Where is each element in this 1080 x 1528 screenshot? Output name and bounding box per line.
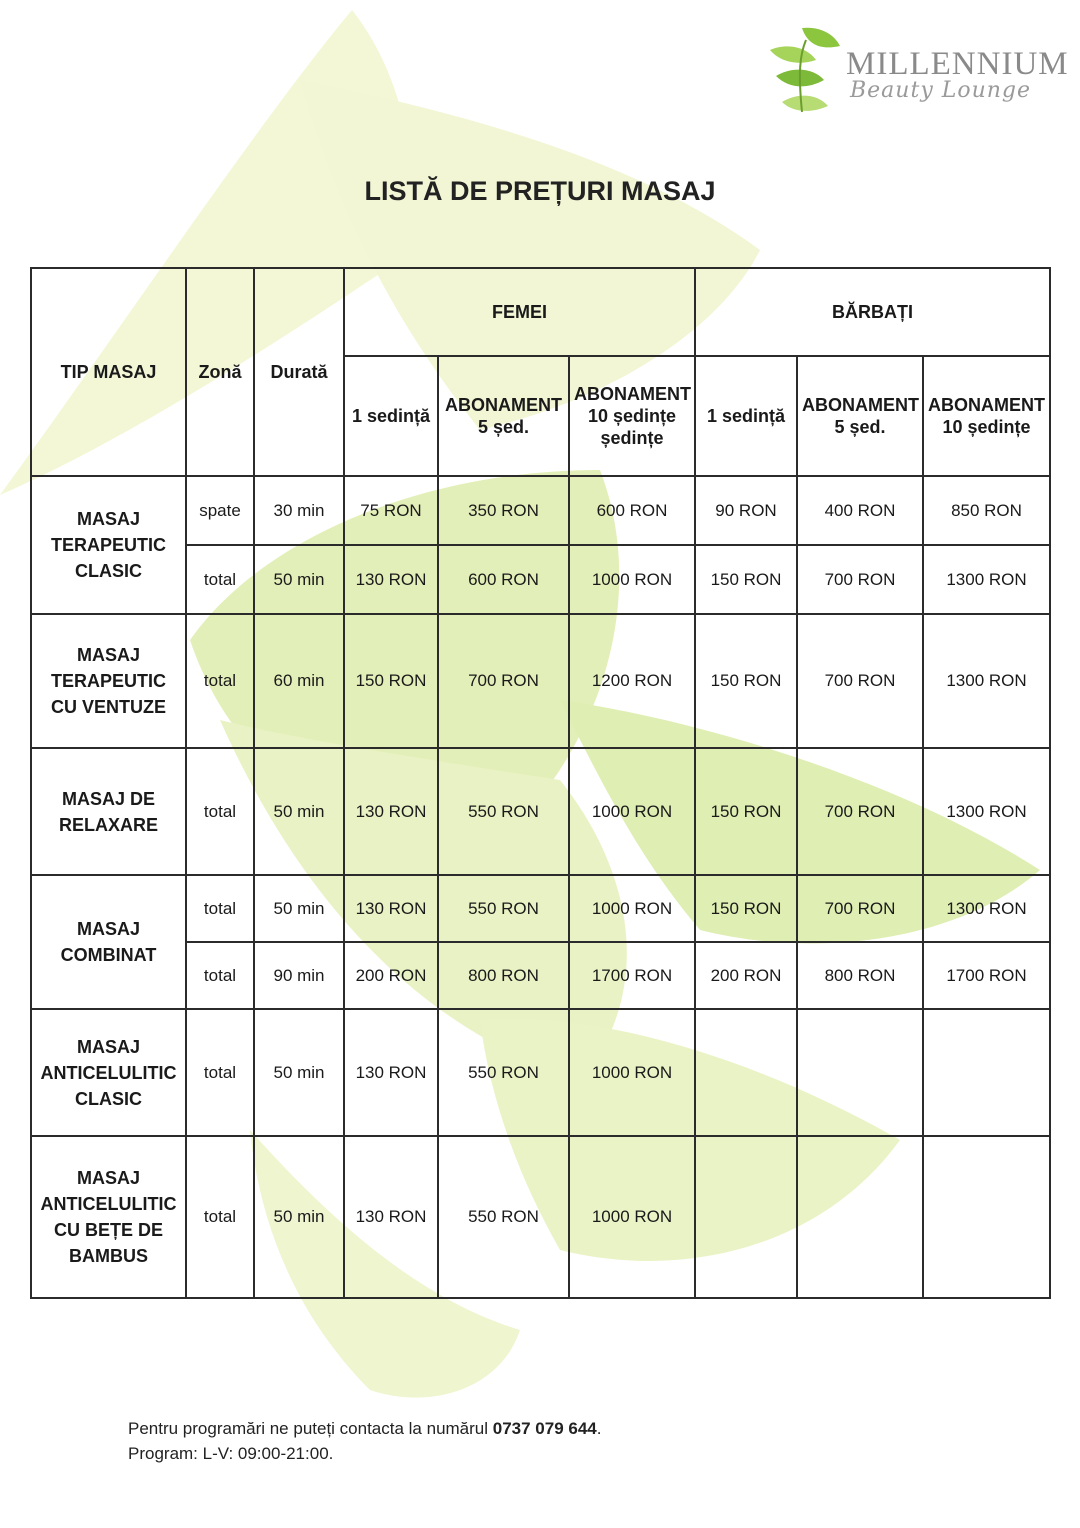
price-barbati-1: 150 RON <box>695 875 797 942</box>
price-barbati-5: 700 RON <box>797 545 923 614</box>
price-barbati-10: 1300 RON <box>923 545 1050 614</box>
price-femei-5: 700 RON <box>438 614 569 748</box>
price-femei-1: 75 RON <box>344 476 438 545</box>
price-barbati-5 <box>797 1136 923 1298</box>
table-row <box>31 748 1050 875</box>
table-row <box>31 476 1050 545</box>
massage-type-name: MASAJ COMBINAT <box>31 875 186 1009</box>
phone-number[interactable]: 0737 079 644 <box>492 1419 597 1438</box>
price-femei-5: 550 RON <box>438 1136 569 1298</box>
massage-type-name: MASAJ TERAPEUTIC CLASIC <box>31 476 186 614</box>
price-femei-5: 550 RON <box>438 875 569 942</box>
price-femei-1: 150 RON <box>344 614 438 748</box>
zone-cell: total <box>186 942 254 1009</box>
price-barbati-10 <box>923 1009 1050 1136</box>
price-barbati-5: 400 RON <box>797 476 923 545</box>
price-femei-10: 1000 RON <box>569 748 695 875</box>
zone-cell: total <box>186 748 254 875</box>
duration-cell: 50 min <box>254 1009 344 1136</box>
table-row <box>31 614 1050 748</box>
price-barbati-10: 1300 RON <box>923 875 1050 942</box>
massage-type-name: MASAJ ANTICELULITIC CU BEȚE DE BAMBUS <box>31 1136 186 1298</box>
price-femei-1: 130 RON <box>344 875 438 942</box>
duration-cell: 60 min <box>254 614 344 748</box>
price-femei-1: 130 RON <box>344 545 438 614</box>
price-femei-5: 350 RON <box>438 476 569 545</box>
duration-cell: 30 min <box>254 476 344 545</box>
zone-cell: spate <box>186 476 254 545</box>
price-femei-10: 1200 RON <box>569 614 695 748</box>
massage-type-name: MASAJ TERAPEUTIC CU VENTUZE <box>31 614 186 748</box>
price-barbati-1: 150 RON <box>695 545 797 614</box>
price-table <box>30 267 1051 1299</box>
massage-type-name: MASAJ DE RELAXARE <box>31 748 186 875</box>
price-femei-10: 1000 RON <box>569 545 695 614</box>
price-femei-10: 1000 RON <box>569 875 695 942</box>
price-barbati-10: 1700 RON <box>923 942 1050 1009</box>
duration-cell: 50 min <box>254 875 344 942</box>
table-row <box>31 875 1050 942</box>
contact-text: Pentru programări ne puteți contacta la numărul <box>128 1419 493 1438</box>
zone-cell: total <box>186 1136 254 1298</box>
price-barbati-10: 1300 RON <box>923 748 1050 875</box>
header-femei-abonament-10: ABONAMENT 10 ședințe ședințe <box>569 356 695 476</box>
logo-name: MILLENNIUM <box>846 46 1069 82</box>
table-row <box>31 1136 1050 1298</box>
price-barbati-1: 150 RON <box>695 748 797 875</box>
price-femei-1: 130 RON <box>344 1136 438 1298</box>
price-barbati-1 <box>695 1136 797 1298</box>
price-barbati-1: 200 RON <box>695 942 797 1009</box>
price-barbati-1 <box>695 1009 797 1136</box>
table-row <box>31 1009 1050 1136</box>
header-tip-masaj: TIP MASAJ <box>31 268 186 476</box>
header-barbati-1-sedinta: 1 sedință <box>695 356 797 476</box>
price-barbati-10 <box>923 1136 1050 1298</box>
price-femei-10: 1000 RON <box>569 1009 695 1136</box>
duration-cell: 50 min <box>254 545 344 614</box>
zone-cell: total <box>186 1009 254 1136</box>
price-barbati-5: 700 RON <box>797 614 923 748</box>
price-femei-5: 800 RON <box>438 942 569 1009</box>
contact-suffix: . <box>596 1419 602 1438</box>
header-femei: FEMEI <box>344 268 695 356</box>
brand-logo <box>762 20 1069 116</box>
price-barbati-10: 850 RON <box>923 476 1050 545</box>
header-femei-1-sedinta: 1 sedință <box>344 356 438 476</box>
price-barbati-5 <box>797 1009 923 1136</box>
price-femei-10: 1700 RON <box>569 942 695 1009</box>
zone-cell: total <box>186 614 254 748</box>
price-femei-5: 600 RON <box>438 545 569 614</box>
duration-cell: 90 min <box>254 942 344 1009</box>
header-zona: Zonă <box>186 268 254 476</box>
price-femei-10: 600 RON <box>569 476 695 545</box>
contact-line <box>128 1416 602 1441</box>
leaf-logo-icon <box>762 20 848 114</box>
price-barbati-10: 1300 RON <box>923 614 1050 748</box>
price-femei-5: 550 RON <box>438 748 569 875</box>
schedule-line: Program: L-V: 09:00-21:00. <box>128 1444 334 1463</box>
price-barbati-5: 700 RON <box>797 748 923 875</box>
price-barbati-1: 150 RON <box>695 614 797 748</box>
header-barbati-abonament-10: ABONAMENT 10 ședințe <box>923 356 1050 476</box>
contact-footer <box>128 1416 602 1466</box>
header-barbati-abonament-5: ABONAMENT 5 șed. <box>797 356 923 476</box>
duration-cell: 50 min <box>254 1136 344 1298</box>
price-femei-5: 550 RON <box>438 1009 569 1136</box>
header-barbati: BĂRBAȚI <box>695 268 1050 356</box>
price-femei-1: 130 RON <box>344 748 438 875</box>
logo-tagline: Beauty Lounge <box>850 78 1032 103</box>
header-femei-abonament-5: ABONAMENT 5 șed. <box>438 356 569 476</box>
price-barbati-5: 700 RON <box>797 875 923 942</box>
massage-type-name: MASAJ ANTICELULITIC CLASIC <box>31 1009 186 1136</box>
price-femei-1: 130 RON <box>344 1009 438 1136</box>
page-title: LISTĂ DE PREȚURI MASAJ <box>364 176 716 206</box>
zone-cell: total <box>186 545 254 614</box>
price-barbati-1: 90 RON <box>695 476 797 545</box>
zone-cell: total <box>186 875 254 942</box>
price-femei-10: 1000 RON <box>569 1136 695 1298</box>
price-barbati-5: 800 RON <box>797 942 923 1009</box>
price-femei-1: 200 RON <box>344 942 438 1009</box>
duration-cell: 50 min <box>254 748 344 875</box>
header-durata: Durată <box>254 268 344 476</box>
